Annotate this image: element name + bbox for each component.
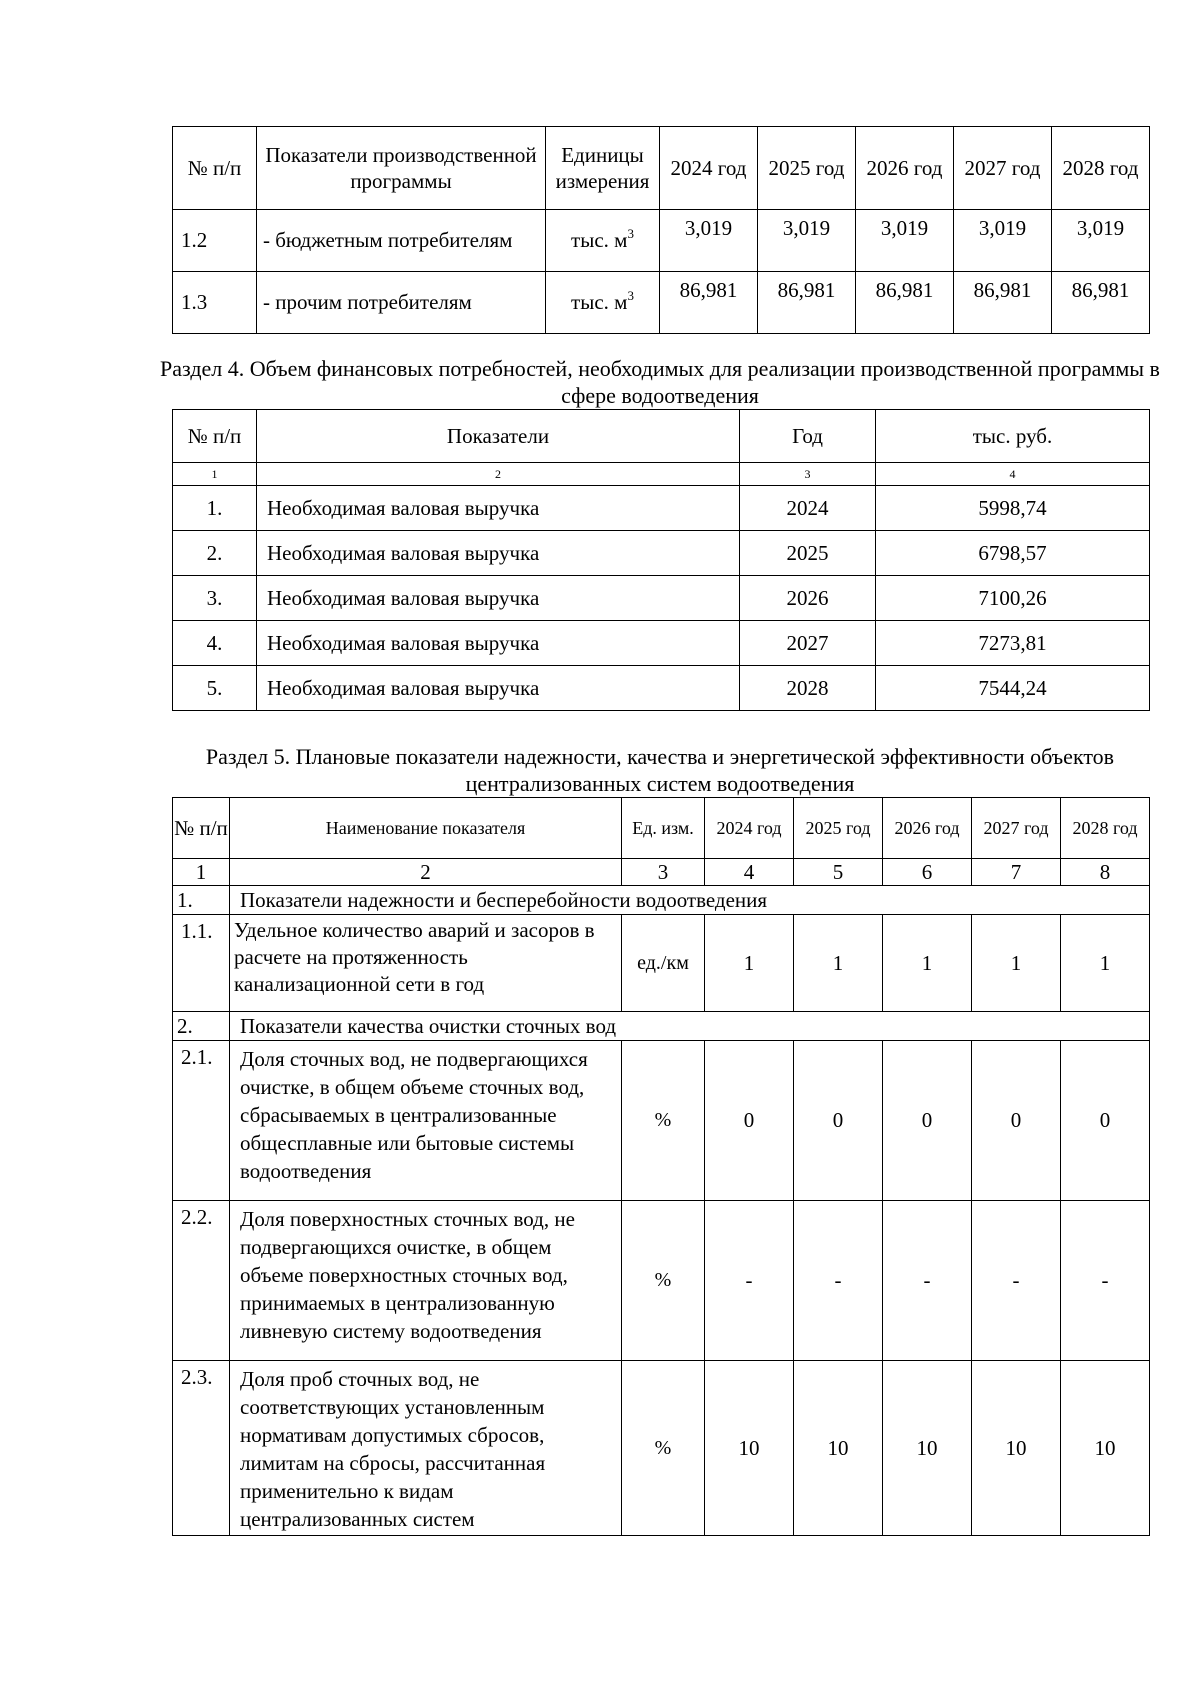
row-value: 3,019 [660, 210, 758, 272]
row-name: - бюджетным потребителям [257, 210, 546, 272]
row-num: 1. [173, 486, 257, 531]
row-value: 0 [883, 1041, 972, 1201]
table-row [173, 576, 1150, 621]
header-year: 2028 год [1061, 798, 1150, 859]
column-index-row [173, 859, 1150, 886]
row-unit: ед./км [622, 915, 705, 1012]
header-indicator: Показатели [257, 410, 740, 463]
row-value: 10 [972, 1361, 1061, 1536]
row-value: 1 [705, 915, 794, 1012]
row-year: 2024 [740, 486, 876, 531]
column-index: 2 [230, 859, 622, 886]
row-num: 2. [173, 531, 257, 576]
column-index: 1 [173, 859, 230, 886]
row-num: 1.2 [173, 210, 257, 272]
column-index-row [173, 463, 1150, 486]
group-num: 2. [173, 1012, 230, 1041]
table-row [173, 621, 1150, 666]
row-num: 2.1. [173, 1041, 230, 1201]
row-value: 1 [972, 915, 1061, 1012]
row-amount: 7544,24 [876, 666, 1150, 711]
header-year: 2026 год [883, 798, 972, 859]
row-name: Необходимая валовая выручка [257, 621, 740, 666]
row-unit: тыс. $м^3$ [546, 210, 660, 272]
row-value: 86,981 [758, 272, 856, 334]
row-unit: % [622, 1201, 705, 1361]
header-year: Год [740, 410, 876, 463]
row-name: Необходимая валовая выручка [257, 531, 740, 576]
column-index: 6 [883, 859, 972, 886]
column-index: 3 [622, 859, 705, 886]
row-value: 86,981 [856, 272, 954, 334]
column-index: 2 [257, 463, 740, 486]
row-num: 1.3 [173, 272, 257, 334]
row-value: - [1061, 1201, 1150, 1361]
row-value: 3,019 [1052, 210, 1150, 272]
row-num: 3. [173, 576, 257, 621]
row-amount: 7100,26 [876, 576, 1150, 621]
column-index: 4 [876, 463, 1150, 486]
row-value: 86,981 [954, 272, 1052, 334]
header-amount: тыс. руб. [876, 410, 1150, 463]
header-num: № п/п [173, 127, 257, 210]
row-num: 2.3. [173, 1361, 230, 1536]
row-year: 2028 [740, 666, 876, 711]
unit-superscript: 3 [627, 288, 634, 303]
section-4-title: Раздел 4. Объем финансовых потребностей, необходимых для реализации производственной программы в сфере водоотведения [160, 356, 1160, 408]
table-header-row [173, 410, 1150, 463]
row-num: 2.2. [173, 1201, 230, 1361]
row-year: 2027 [740, 621, 876, 666]
table-row [173, 1041, 1150, 1201]
row-name: Необходимая валовая выручка [257, 576, 740, 621]
table-row [173, 486, 1150, 531]
column-index: 7 [972, 859, 1061, 886]
header-year: 2026 год [856, 127, 954, 210]
table-row [173, 210, 1150, 272]
row-value: 1 [883, 915, 972, 1012]
row-value: 3,019 [856, 210, 954, 272]
row-value: - [794, 1201, 883, 1361]
column-index: 4 [705, 859, 794, 886]
table-header-row [173, 798, 1150, 859]
header-year: 2025 год [794, 798, 883, 859]
group-name: Показатели качества очистки сточных вод [230, 1012, 1150, 1041]
header-unit: Ед. изм. [622, 798, 705, 859]
header-indicator: Показатели производственной программы [257, 127, 546, 210]
group-row [173, 1012, 1150, 1041]
row-value: 10 [883, 1361, 972, 1536]
header-year: 2024 год [660, 127, 758, 210]
column-index: 8 [1061, 859, 1150, 886]
table-row [173, 272, 1150, 334]
row-value: 10 [705, 1361, 794, 1536]
row-name: Необходимая валовая выручка [257, 486, 740, 531]
row-value: - [972, 1201, 1061, 1361]
group-row [173, 886, 1150, 915]
header-indicator: Наименование показателя [230, 798, 622, 859]
row-name: Доля поверхностных сточных вод, не подвергающихся очистке, в общем объеме поверхностных сточных вод, принимаемых в централизованную ливневую систему водоотведения [230, 1201, 622, 1361]
row-amount: 7273,81 [876, 621, 1150, 666]
row-value: 3,019 [954, 210, 1052, 272]
row-value: 86,981 [1052, 272, 1150, 334]
row-value: - [883, 1201, 972, 1361]
table-row [173, 915, 1150, 1012]
reliability-indicators-table [172, 797, 1150, 1536]
row-name: Удельное количество аварий и засоров в расчете на протяженность канализационной сети в год [230, 915, 622, 1012]
header-num: № п/п [173, 410, 257, 463]
row-unit: тыс. $м^3$ [546, 272, 660, 334]
row-value: 10 [1061, 1361, 1150, 1536]
header-year: 2024 год [705, 798, 794, 859]
group-name: Показатели надежности и бесперебойности водоотведения [230, 886, 1150, 915]
table-row [173, 1361, 1150, 1536]
table-row [173, 531, 1150, 576]
header-num: № п/п [173, 798, 230, 859]
row-num: 5. [173, 666, 257, 711]
row-name: Доля сточных вод, не подвергающихся очистке, в общем объеме сточных вод, сбрасываемых в централизованные общесплавные или бытовые системы водоотведения [230, 1041, 622, 1201]
row-name: - прочим потребителям [257, 272, 546, 334]
row-value: 0 [794, 1041, 883, 1201]
row-name: Доля проб сточных вод, не соответствующих установленным нормативам допустимых сбросов, лимитам на сбросы, рассчитанная применительно к видам централизованных систем [230, 1361, 622, 1536]
row-value: 1 [1061, 915, 1150, 1012]
row-value: 3,019 [758, 210, 856, 272]
financial-needs-table [172, 409, 1150, 711]
table-header-row [173, 127, 1150, 210]
row-unit: % [622, 1361, 705, 1536]
row-unit: % [622, 1041, 705, 1201]
section-5-title: Раздел 5. Плановые показатели надежности, качества и энергетической эффективности объектов централизованных систем водоотведения [205, 744, 1115, 796]
row-year: 2025 [740, 531, 876, 576]
unit-superscript: 3 [627, 226, 634, 241]
group-num: 1. [173, 886, 230, 915]
header-unit: Единицы измерения [546, 127, 660, 210]
header-year: 2025 год [758, 127, 856, 210]
production-program-table [172, 126, 1150, 334]
header-year: 2028 год [1052, 127, 1150, 210]
row-value: 0 [972, 1041, 1061, 1201]
row-value: 1 [794, 915, 883, 1012]
column-index: 3 [740, 463, 876, 486]
row-value: - [705, 1201, 794, 1361]
row-num: 4. [173, 621, 257, 666]
header-year: 2027 год [954, 127, 1052, 210]
column-index: 1 [173, 463, 257, 486]
row-num: 1.1. [173, 915, 230, 1012]
header-year: 2027 год [972, 798, 1061, 859]
row-name: Необходимая валовая выручка [257, 666, 740, 711]
row-year: 2026 [740, 576, 876, 621]
row-value: 0 [705, 1041, 794, 1201]
table-row [173, 1201, 1150, 1361]
row-value: 0 [1061, 1041, 1150, 1201]
column-index: 5 [794, 859, 883, 886]
row-amount: 5998,74 [876, 486, 1150, 531]
row-value: 86,981 [660, 272, 758, 334]
row-value: 10 [794, 1361, 883, 1536]
table-row [173, 666, 1150, 711]
row-amount: 6798,57 [876, 531, 1150, 576]
